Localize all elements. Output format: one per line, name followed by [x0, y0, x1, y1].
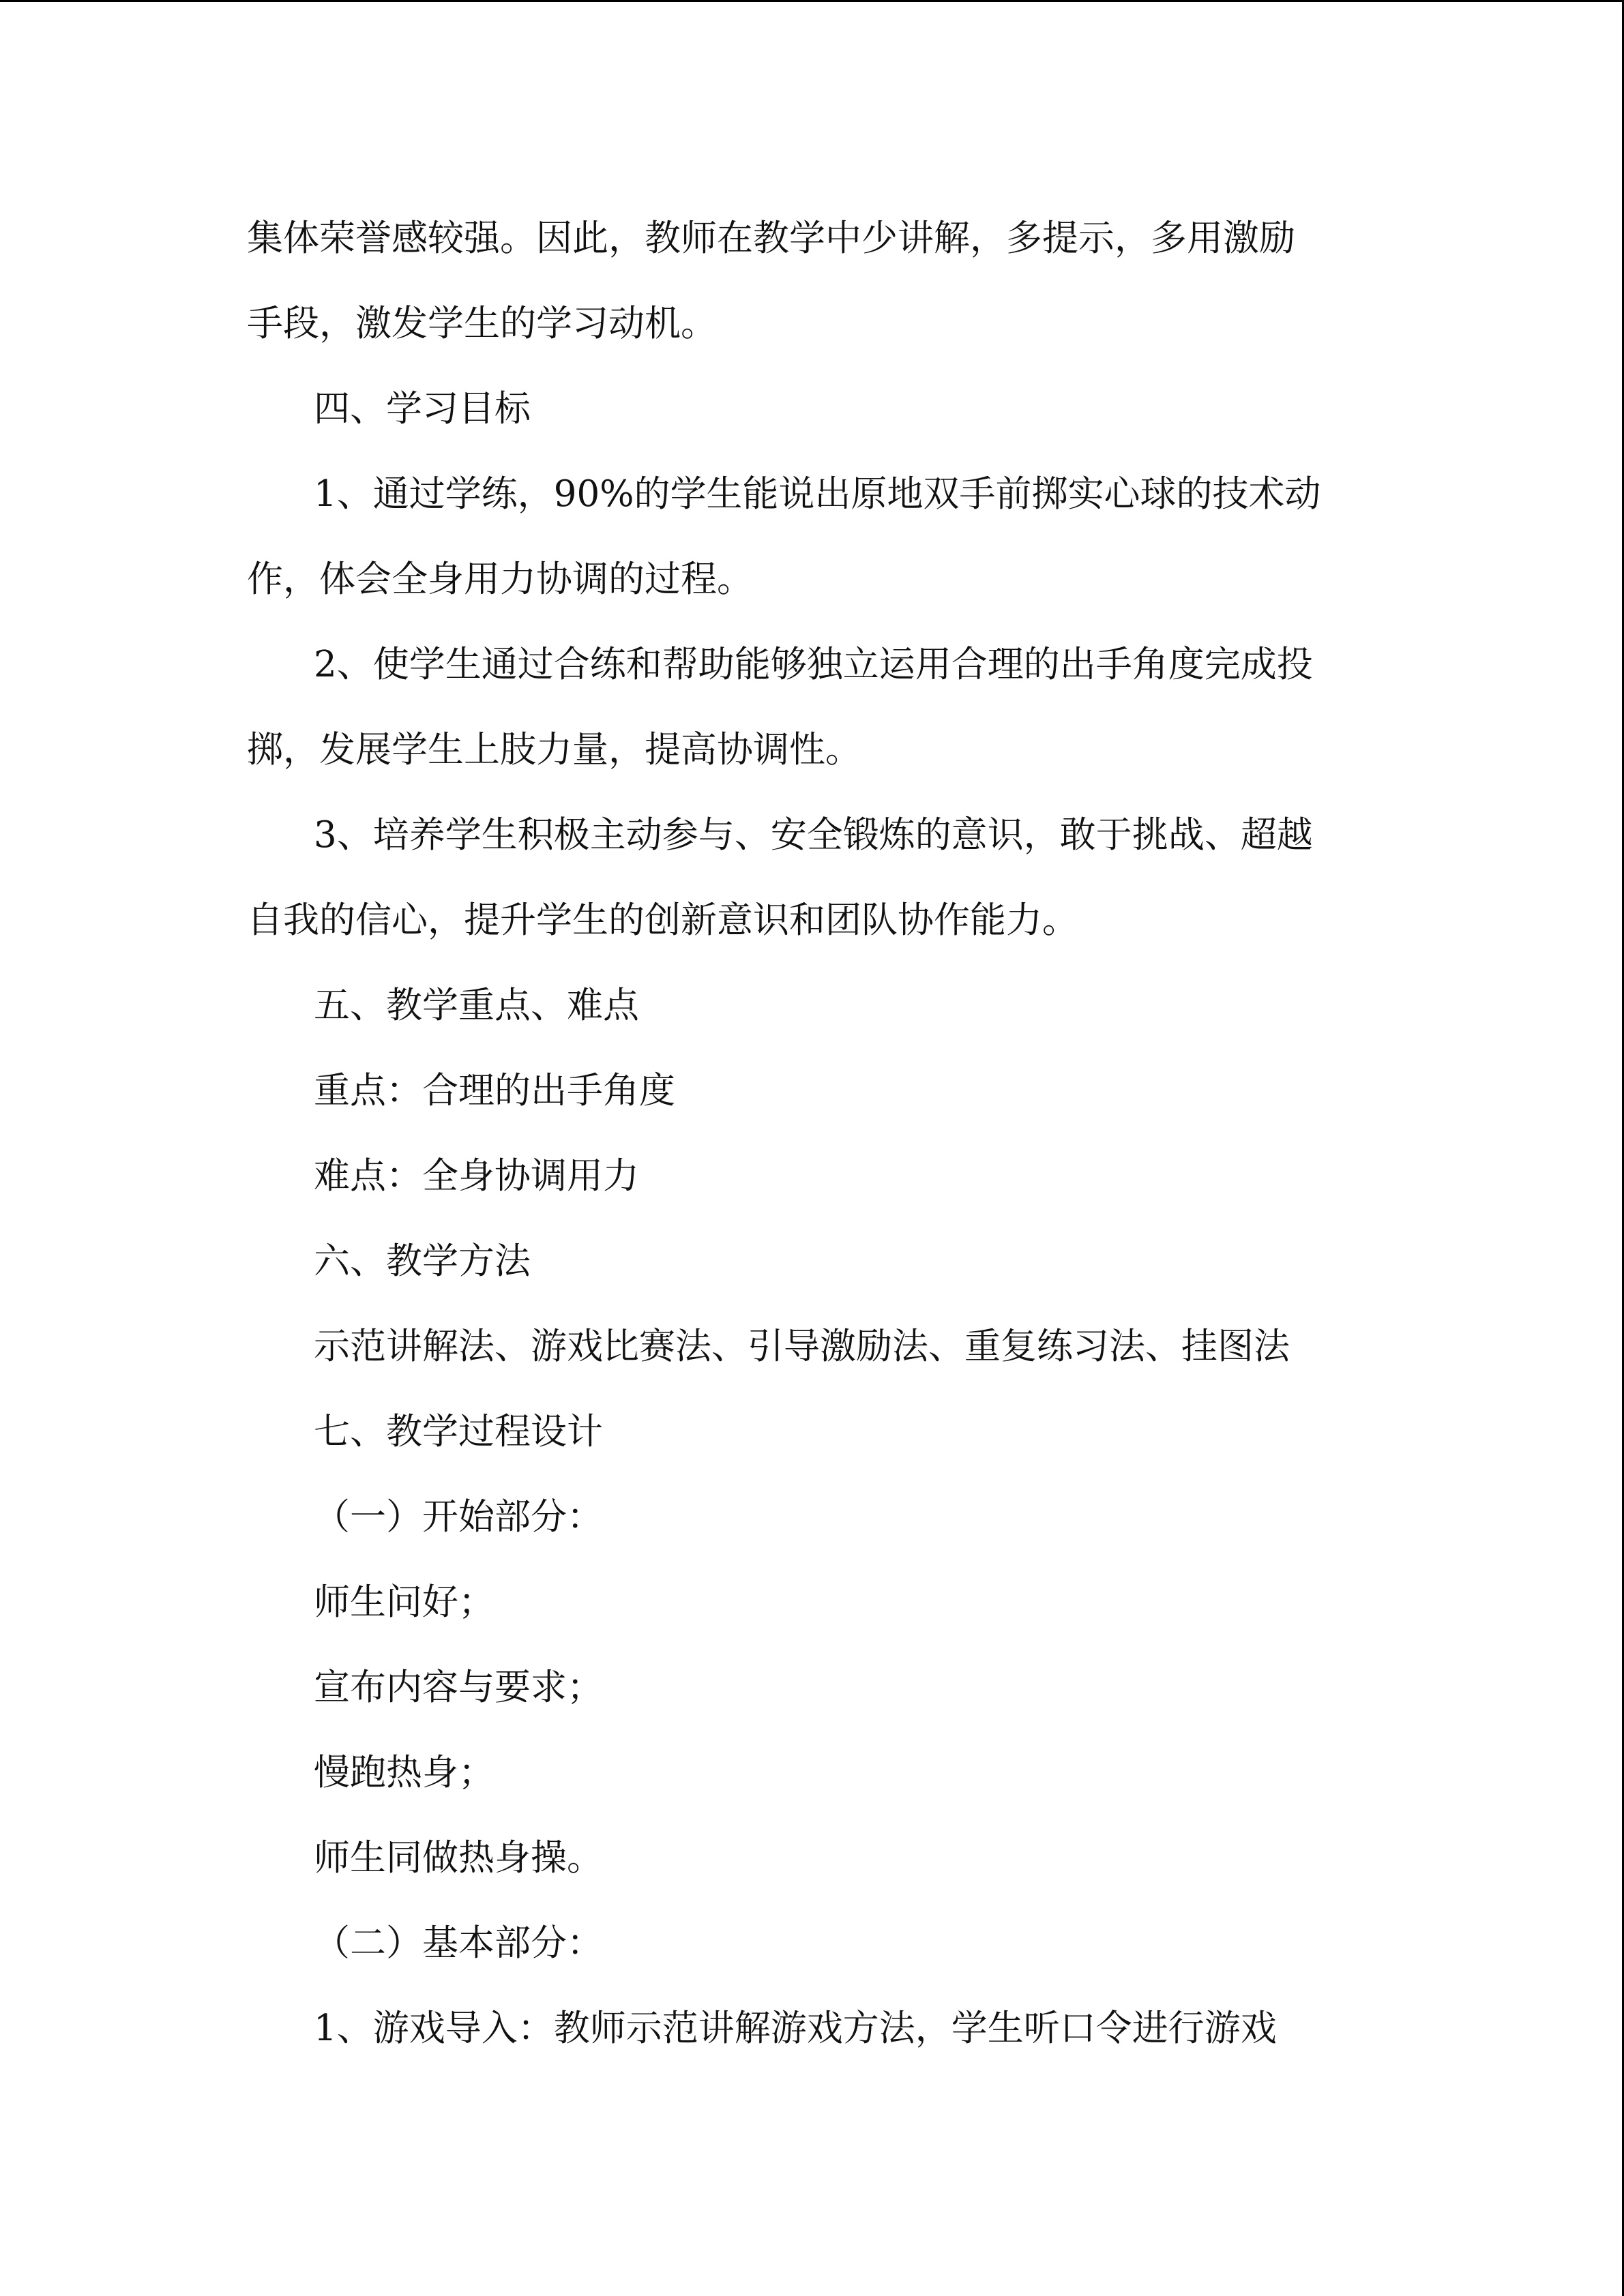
paragraph-line: 难点：全身协调用力 — [314, 1155, 639, 1197]
paragraph-line: 2、使学生通过合练和帮助能够独立运用合理的出手角度完成投 — [314, 644, 1313, 685]
subsection-heading: （一）开始部分： — [314, 1496, 603, 1538]
paragraph-line: 掷，发展学生上肢力量，提高协调性。 — [247, 729, 861, 771]
paragraph-line: 1、游戏导入：教师示范讲解游戏方法，学生听口令进行游戏 — [314, 2008, 1277, 2049]
paragraph-line: 师生同做热身操。 — [314, 1837, 603, 1879]
section-heading: 五、教学重点、难点 — [314, 985, 639, 1026]
section-heading: 七、教学过程设计 — [314, 1411, 603, 1452]
paragraph-line: 慢跑热身； — [314, 1752, 494, 1793]
paragraph-line: 宣布内容与要求； — [314, 1667, 603, 1708]
paragraph-line: 集体荣誉感较强。因此，教师在教学中少讲解，多提示，多用激励 — [247, 218, 1295, 259]
paragraph-line: 3、培养学生积极主动参与、安全锻炼的意识，敢于挑战、超越 — [314, 814, 1313, 856]
subsection-heading: （二）基本部分： — [314, 1922, 603, 1964]
section-heading: 六、教学方法 — [314, 1240, 531, 1282]
paragraph-line: 手段，激发学生的学习动机。 — [247, 303, 717, 344]
paragraph-line: 自我的信心，提升学生的创新意识和团队协作能力。 — [247, 899, 1078, 941]
paragraph-line: 作，体会全身用力协调的过程。 — [247, 558, 753, 600]
section-heading: 四、学习目标 — [314, 388, 531, 430]
paragraph-line: 重点：合理的出手角度 — [314, 1070, 675, 1112]
paragraph-line: 师生问好； — [314, 1581, 494, 1623]
paragraph-line: 1、通过学练，90%的学生能说出原地双手前掷实心球的技术动 — [314, 473, 1321, 515]
paragraph-line: 示范讲解法、游戏比赛法、引导激励法、重复练习法、挂图法 — [314, 1326, 1290, 1367]
